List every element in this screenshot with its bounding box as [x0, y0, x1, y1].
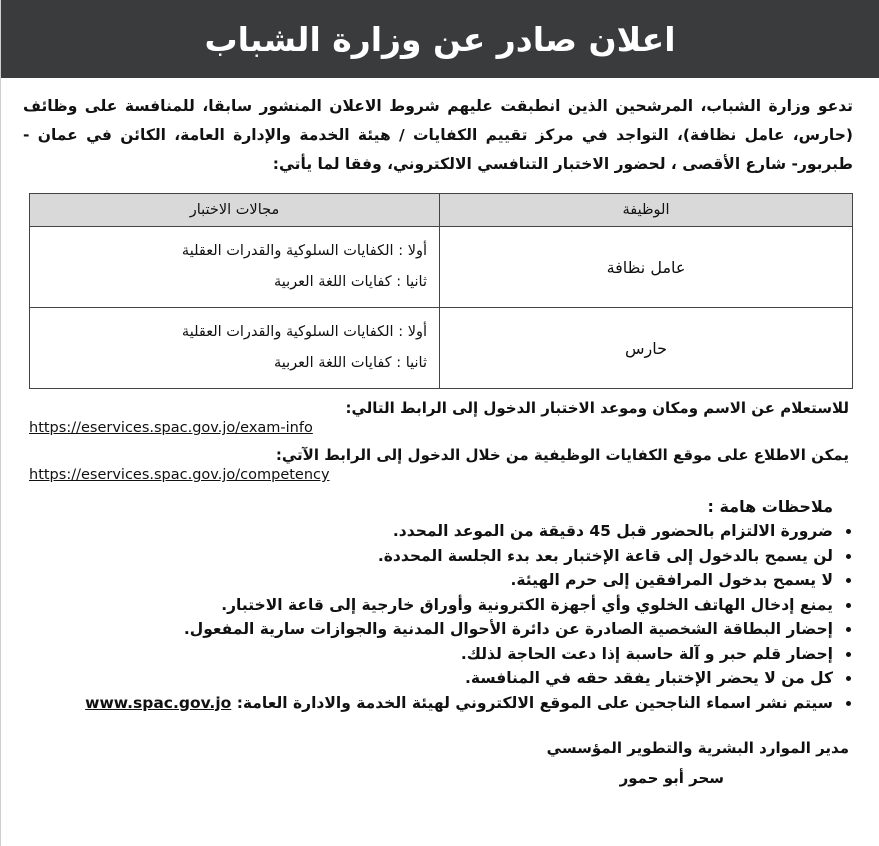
table-row — [30, 227, 853, 308]
fields-cell — [30, 308, 440, 389]
competency-info — [29, 446, 849, 483]
note-item: • لا يسمح بدخول المرافقين إلى حرم الهيئة. — [1, 568, 835, 593]
intro-paragraph: تدعو وزارة الشباب، المرشحين الذين انطبقت عليهم شروط الاعلان المنشور سابقا، للمنافسة على وظائف (حارس، عامل نظافة)، التواجد في مركز تقييم الكفايات / هيئة الخدمة والإدارة العامة، الكائن في عمان - طبربور- شارع الأقصى ، لحضور الاختبار التنافسي الالكتروني، وفقا لما يأتي: — [23, 97, 853, 173]
exam-info — [29, 399, 849, 436]
note-item — [1, 691, 835, 716]
page-title: اعلان صادر عن وزارة الشباب — [204, 19, 676, 59]
header-fields: مجالات الاختبار — [30, 194, 440, 227]
website-link[interactable]: www.spac.gov.jo — [85, 693, 232, 712]
table-header-row — [30, 194, 853, 227]
field-item: ثانيا : كفايات اللغة العربية — [273, 355, 427, 371]
signature-role: مدير الموارد البشرية والتطوير المؤسسي — [546, 739, 849, 757]
exam-info-text: للاستعلام عن الاسم ومكان وموعد الاختبار الدخول إلى الرابط التالي: — [345, 399, 849, 417]
fields-cell — [30, 227, 440, 308]
note-item: • لن يسمح بالدخول إلى قاعة الإختبار بعد بدء الجلسة المحددة. — [1, 544, 835, 569]
table-row — [30, 308, 853, 389]
note-text: سيتم نشر اسماء الناجحين على الموقع الالكتروني لهيئة الخدمة والادارة العامة: — [236, 693, 833, 712]
competency-info-link[interactable]: https://eservices.spac.gov.jo/competency — [29, 467, 330, 483]
job-cell: حارس — [440, 308, 853, 389]
header-job: الوظيفة — [440, 194, 853, 227]
note-item: • إحضار قلم حبر و آلة حاسبة إذا دعت الحاجة لذلك. — [1, 642, 835, 667]
signature-name: سحر أبو حمور — [619, 769, 724, 787]
field-item: ثانيا : كفايات اللغة العربية — [273, 274, 427, 290]
notes-title: ملاحظات هامة : — [707, 497, 833, 516]
notes-list — [1, 519, 849, 715]
competency-info-text: يمكن الاطلاع على موقع الكفايات الوظيفية من خلال الدخول إلى الرابط الآتي: — [275, 446, 849, 464]
job-cell: عامل نظافة — [440, 227, 853, 308]
note-item: • كل من لا يحضر الإختبار يفقد حقه في المنافسة. — [1, 666, 835, 691]
field-item: أولا : الكفايات السلوكية والقدرات العقلية — [181, 324, 427, 340]
note-item: • يمنع إدخال الهاتف الخلوي وأي أجهزة الكترونية وأوراق خارجية إلى قاعة الاختبار. — [1, 593, 835, 618]
note-item: • ضرورة الالتزام بالحضور قبل 45 دقيقة من الموعد المحدد. — [1, 519, 835, 544]
note-item: • إحضار البطاقة الشخصية الصادرة عن دائرة الأحوال المدنية والجوازات سارية المفعول. — [1, 617, 835, 642]
announcement-header — [1, 0, 879, 78]
field-item: أولا : الكفايات السلوكية والقدرات العقلية — [181, 243, 427, 259]
exam-table — [29, 193, 853, 389]
exam-info-link[interactable]: https://eservices.spac.gov.jo/exam-info — [29, 420, 313, 436]
